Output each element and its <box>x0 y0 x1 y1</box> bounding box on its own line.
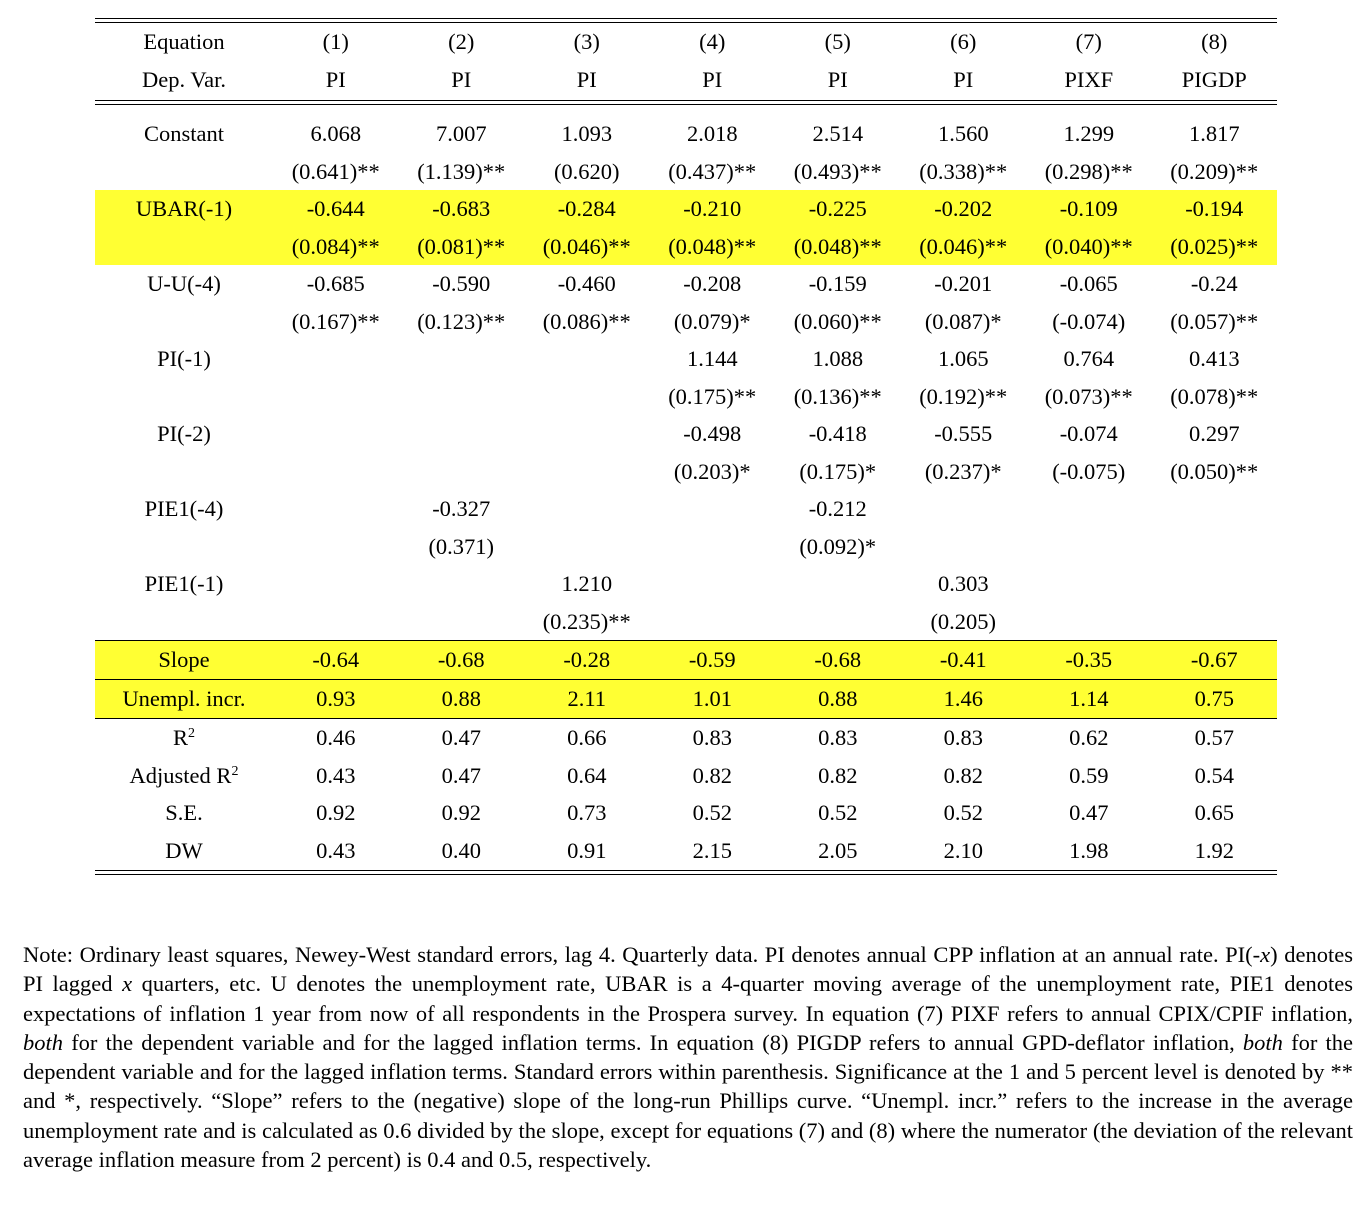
row-label <box>95 757 273 795</box>
stat-cell: 0.82 <box>943 762 983 788</box>
note-italic: x <box>1260 942 1271 967</box>
coefficient-cell: -0.418 <box>808 421 867 446</box>
stat-cell: 0.82 <box>818 762 858 788</box>
table-note <box>23 940 1353 1174</box>
coefficient-row <box>95 415 1277 453</box>
row-label: Unempl. incr. <box>95 680 273 719</box>
coefficient-row <box>95 340 1277 378</box>
row-label: PIE1(-1) <box>144 571 224 596</box>
std-error-cell: (0.084)** <box>273 228 399 266</box>
coefficient-cell <box>399 565 525 603</box>
header-table <box>95 23 1277 98</box>
stat-superscript: 2 <box>188 726 195 741</box>
stat-cell: 0.65 <box>1194 800 1234 825</box>
stat-label: DW <box>165 837 203 863</box>
std-error-cell: (0.081)** <box>399 228 525 266</box>
stat-label: S.E. <box>165 800 203 825</box>
note-italic: x <box>122 971 133 997</box>
coefficient-cell: 7.007 <box>435 121 487 146</box>
summary-cell: -0.59 <box>650 641 776 680</box>
stat-cell: 0.47 <box>1069 800 1109 825</box>
std-error-row <box>95 228 1277 266</box>
coefficient-cell: 1.299 <box>1063 121 1115 146</box>
coefficients-table <box>95 115 1277 869</box>
coefficient-cell: -0.065 <box>1059 271 1118 296</box>
equation-number: (7) <box>1075 29 1102 54</box>
dep-var: PI <box>451 66 472 92</box>
stat-superscript: 2 <box>231 763 239 779</box>
row-label: PIE1(-4) <box>144 496 224 521</box>
stat-cell: 1.98 <box>1069 837 1109 863</box>
coefficient-cell <box>1026 565 1152 603</box>
coefficient-cell: -0.284 <box>524 190 650 228</box>
std-error-cell: (0.079)* <box>673 308 751 334</box>
stat-cell: 0.66 <box>567 725 607 750</box>
coefficient-cell: -0.159 <box>808 271 867 296</box>
coefficient-cell: 1.144 <box>686 346 738 371</box>
std-error-cell <box>273 378 399 416</box>
std-error-cell: (0.237)* <box>924 458 1002 484</box>
row-label <box>95 378 273 416</box>
stat-cell: 0.57 <box>1194 725 1234 750</box>
std-error-cell: (0.046)** <box>901 228 1027 266</box>
stat-cell: 0.47 <box>441 762 481 788</box>
std-error-cell <box>650 603 776 641</box>
coefficient-cell: 0.764 <box>1063 346 1115 371</box>
std-error-cell: (0.057)** <box>1170 308 1259 334</box>
std-error-cell <box>901 528 1027 566</box>
summary-cell: -0.35 <box>1026 641 1152 680</box>
coefficient-row <box>95 115 1277 153</box>
coefficient-cell: 0.413 <box>1188 346 1240 371</box>
stat-cell: 0.62 <box>1069 725 1109 750</box>
std-error-row <box>95 453 1277 491</box>
stat-cell: 0.92 <box>316 800 356 825</box>
stat-cell: 0.91 <box>567 837 607 863</box>
header-row <box>95 61 1277 99</box>
std-error-cell: (0.048)** <box>775 228 901 266</box>
stat-cell: 0.83 <box>818 725 858 750</box>
std-error-row <box>95 378 1277 416</box>
coefficient-cell <box>273 340 399 378</box>
dep-var: PIXF <box>1064 66 1114 92</box>
std-error-cell: (0.073)** <box>1044 383 1133 409</box>
std-error-cell: (0.235)** <box>542 608 631 634</box>
coefficient-cell: -0.208 <box>683 271 742 296</box>
coefficient-cell: -0.194 <box>1152 190 1278 228</box>
std-error-cell <box>1152 528 1278 566</box>
coefficient-cell: -0.327 <box>432 496 491 521</box>
summary-cell: -0.67 <box>1152 641 1278 680</box>
coefficient-cell: -0.644 <box>273 190 399 228</box>
std-error-cell <box>1026 528 1152 566</box>
stat-row <box>95 794 1277 832</box>
std-error-cell: (0.493)** <box>793 158 882 184</box>
coefficient-row <box>95 190 1277 228</box>
std-error-cell: (0.175)* <box>799 458 877 484</box>
stat-label: Adjusted R <box>129 762 232 788</box>
std-error-row <box>95 603 1277 641</box>
note-text: for the dependent variable and for the lagged inflation terms. Standard errors within parenthesis. Significance at the 1 and 5 percent level is denoted by ** and *, respectively. “Slope” refers to the (negative) slope of the long-run Phillips curve. “Unempl. incr.” refers to the increase in the average unemployment rate and is calculated as 0.6 divided by the slope, except for equations (7) and (8) where the numerator (the deviation of the relevant average inflation measure from 2 percent) is 0.4 and 0.5, respectively. <box>23 1029 1354 1173</box>
std-error-cell: (0.209)** <box>1170 158 1259 184</box>
dep-var: PI <box>953 66 974 92</box>
equation-number: (3) <box>573 29 600 54</box>
coefficient-cell: -0.212 <box>808 496 867 521</box>
coefficient-cell: -0.555 <box>934 421 993 446</box>
header-label: Dep. Var. <box>142 66 226 92</box>
row-label <box>95 303 273 341</box>
std-error-cell <box>273 453 399 491</box>
coefficient-cell <box>524 415 650 453</box>
note-text: for the dependent variable and for the lagged inflation terms. In equation (8) PIGDP refers to annual GPD-deflator inflation, <box>63 1029 1243 1055</box>
stat-cell: 0.43 <box>316 762 356 788</box>
std-error-cell: (0.040)** <box>1026 228 1152 266</box>
equation-number: (6) <box>950 29 977 54</box>
note-text: Note: Ordinary least squares, Newey-West standard errors, lag 4. Quarterly data. PI denotes annual CPP inflation at an annual rate. PI(- <box>23 942 1261 967</box>
std-error-cell: (0.371) <box>428 533 495 559</box>
coefficient-cell: 1.817 <box>1188 121 1240 146</box>
dep-var: PIGDP <box>1181 66 1247 92</box>
std-error-row <box>95 303 1277 341</box>
std-error-cell <box>1026 603 1152 641</box>
coefficient-cell: 0.303 <box>937 571 989 596</box>
summary-cell: 1.01 <box>650 680 776 719</box>
coefficient-cell: -0.460 <box>557 271 616 296</box>
row-label <box>95 453 273 491</box>
row-label <box>95 153 273 191</box>
std-error-cell: (0.123)** <box>417 308 506 334</box>
coefficient-cell: -0.074 <box>1059 421 1118 446</box>
note-text: quarters, etc. U denotes the unemployment rate, UBAR is a 4-quarter moving average of the unemployment rate, PIE1 denotes expectations of inflation 1 year from now of all respondents in the Prospera survey. In equation (7) PIXF refers to annual CPIX/CPIF inflation, <box>23 971 1353 1026</box>
coefficient-row <box>95 490 1277 528</box>
coefficient-cell: -0.202 <box>901 190 1027 228</box>
std-error-cell: (1.139)** <box>417 158 506 184</box>
dep-var: PI <box>827 66 848 92</box>
std-error-cell <box>273 528 399 566</box>
std-error-cell: (0.175)** <box>668 383 757 409</box>
std-error-cell <box>524 453 650 491</box>
stat-cell: 0.54 <box>1194 762 1234 788</box>
coefficient-cell <box>399 415 525 453</box>
std-error-cell: (0.167)** <box>291 308 380 334</box>
coefficient-cell: -0.225 <box>775 190 901 228</box>
summary-cell: 0.75 <box>1152 680 1278 719</box>
note-italic: both <box>1242 1029 1283 1055</box>
header-label: Equation <box>143 29 225 54</box>
stat-cell: 2.10 <box>943 837 983 863</box>
coefficient-cell <box>775 565 901 603</box>
note-italic: both <box>23 1029 64 1055</box>
summary-cell: -0.68 <box>775 641 901 680</box>
stat-cell: 0.82 <box>692 762 732 788</box>
dep-var: PI <box>702 66 723 92</box>
stat-cell: 0.43 <box>316 837 356 863</box>
summary-cell: 0.88 <box>775 680 901 719</box>
coefficient-cell <box>273 490 399 528</box>
stat-row <box>95 757 1277 795</box>
row-label <box>95 832 273 870</box>
coefficient-cell: -0.24 <box>1190 271 1238 296</box>
coefficient-cell <box>524 490 650 528</box>
summary-cell: 0.88 <box>399 680 525 719</box>
coefficient-cell: -0.109 <box>1026 190 1152 228</box>
row-label <box>95 794 273 832</box>
stat-row <box>95 832 1277 870</box>
std-error-cell: (0.620) <box>553 158 620 184</box>
std-error-cell: (0.338)** <box>919 158 1008 184</box>
bottom-double-rule <box>95 870 1277 875</box>
stat-cell: 0.83 <box>692 725 732 750</box>
row-label: UBAR(-1) <box>95 190 273 228</box>
std-error-cell: (0.192)** <box>919 383 1008 409</box>
stat-row <box>95 719 1277 757</box>
row-label <box>95 228 273 266</box>
row-label: Constant <box>143 121 224 146</box>
regression-table-wrap <box>95 18 1277 875</box>
stat-cell: 0.40 <box>441 837 481 863</box>
summary-cell: -0.28 <box>524 641 650 680</box>
coefficient-cell: 1.088 <box>812 346 864 371</box>
stat-cell: 2.15 <box>692 837 732 863</box>
std-error-row <box>95 528 1277 566</box>
coefficient-row <box>95 565 1277 603</box>
coefficient-cell <box>650 490 776 528</box>
stat-cell: 0.59 <box>1069 762 1109 788</box>
coefficient-cell <box>273 565 399 603</box>
row-label <box>95 603 273 641</box>
coefficient-cell: -0.590 <box>432 271 491 296</box>
stat-cell: 0.52 <box>818 800 858 825</box>
std-error-cell: (-0.074) <box>1052 308 1126 334</box>
coefficient-cell: -0.498 <box>683 421 742 446</box>
coefficient-cell: 1.065 <box>937 346 989 371</box>
row-label: U-U(-4) <box>147 271 221 296</box>
stat-cell: 0.52 <box>943 800 983 825</box>
std-error-cell: (0.092)* <box>799 533 877 559</box>
coefficient-cell: -0.685 <box>306 271 365 296</box>
stat-label: R <box>172 725 188 750</box>
summary-cell: 0.93 <box>273 680 399 719</box>
std-error-cell <box>399 378 525 416</box>
std-error-cell <box>399 453 525 491</box>
stat-cell: 0.46 <box>316 725 356 750</box>
summary-row <box>95 641 1277 680</box>
row-label: PI(-2) <box>157 421 211 446</box>
summary-row <box>95 680 1277 719</box>
std-error-cell <box>650 528 776 566</box>
coefficient-cell: 0.297 <box>1188 421 1240 446</box>
summary-cell: -0.68 <box>399 641 525 680</box>
coefficient-cell: 1.093 <box>561 121 613 146</box>
std-error-cell: (0.060)** <box>793 308 882 334</box>
note-text: ) denotes PI lagged <box>23 942 1353 997</box>
std-error-cell: (0.025)** <box>1152 228 1278 266</box>
header-row <box>95 23 1277 61</box>
std-error-cell <box>524 378 650 416</box>
coefficient-cell <box>399 340 525 378</box>
coefficient-cell <box>1152 490 1278 528</box>
row-label: PI(-1) <box>157 346 211 371</box>
stat-cell: 1.92 <box>1194 837 1234 863</box>
row-label <box>95 719 273 757</box>
stat-cell: 2.05 <box>818 837 858 863</box>
equation-number: (8) <box>1201 29 1228 54</box>
coefficient-cell: 2.514 <box>812 121 864 146</box>
coefficient-cell <box>1026 490 1152 528</box>
row-label <box>95 528 273 566</box>
equation-number: (5) <box>824 29 851 54</box>
summary-cell: -0.64 <box>273 641 399 680</box>
std-error-cell <box>524 528 650 566</box>
std-error-cell: (0.048)** <box>650 228 776 266</box>
coefficient-cell <box>901 490 1027 528</box>
std-error-row <box>95 153 1277 191</box>
std-error-cell <box>1152 603 1278 641</box>
coefficient-cell: -0.683 <box>399 190 525 228</box>
std-error-cell: (0.641)** <box>291 158 380 184</box>
coefficient-cell: -0.210 <box>650 190 776 228</box>
summary-cell: -0.41 <box>901 641 1027 680</box>
row-label: Slope <box>95 641 273 680</box>
stat-cell: 0.64 <box>567 762 607 788</box>
std-error-cell: (0.298)** <box>1044 158 1133 184</box>
coefficient-cell: 1.210 <box>561 571 613 596</box>
coefficient-cell <box>1152 565 1278 603</box>
std-error-cell <box>399 603 525 641</box>
std-error-cell <box>273 603 399 641</box>
summary-cell: 2.11 <box>524 680 650 719</box>
coefficient-cell: -0.201 <box>934 271 993 296</box>
std-error-cell: (0.437)** <box>668 158 757 184</box>
std-error-cell <box>775 603 901 641</box>
equation-number: (1) <box>322 29 349 54</box>
stat-cell: 0.83 <box>943 725 983 750</box>
std-error-cell: (0.136)** <box>793 383 882 409</box>
equation-number: (2) <box>448 29 475 54</box>
std-error-cell: (0.046)** <box>524 228 650 266</box>
coefficient-cell <box>273 415 399 453</box>
stat-cell: 0.73 <box>567 800 607 825</box>
coefficient-cell <box>524 340 650 378</box>
stat-cell: 0.47 <box>441 725 481 750</box>
dep-var: PI <box>325 66 346 92</box>
coefficient-cell: 6.068 <box>310 121 362 146</box>
coefficient-cell: 2.018 <box>686 121 738 146</box>
std-error-cell: (0.203)* <box>673 458 751 484</box>
summary-cell: 1.46 <box>901 680 1027 719</box>
equation-number: (4) <box>699 29 726 54</box>
std-error-cell: (-0.075) <box>1052 458 1126 484</box>
std-error-cell: (0.086)** <box>542 308 631 334</box>
std-error-cell: (0.050)** <box>1170 458 1259 484</box>
coefficient-cell <box>650 565 776 603</box>
dep-var: PI <box>576 66 597 92</box>
std-error-cell: (0.205) <box>930 608 997 634</box>
summary-cell: 1.14 <box>1026 680 1152 719</box>
stat-cell: 0.92 <box>441 800 481 825</box>
std-error-cell: (0.087)* <box>924 308 1002 334</box>
std-error-cell: (0.078)** <box>1170 383 1259 409</box>
coefficient-row <box>95 265 1277 303</box>
coefficient-cell: 1.560 <box>937 121 989 146</box>
stat-cell: 0.52 <box>692 800 732 825</box>
